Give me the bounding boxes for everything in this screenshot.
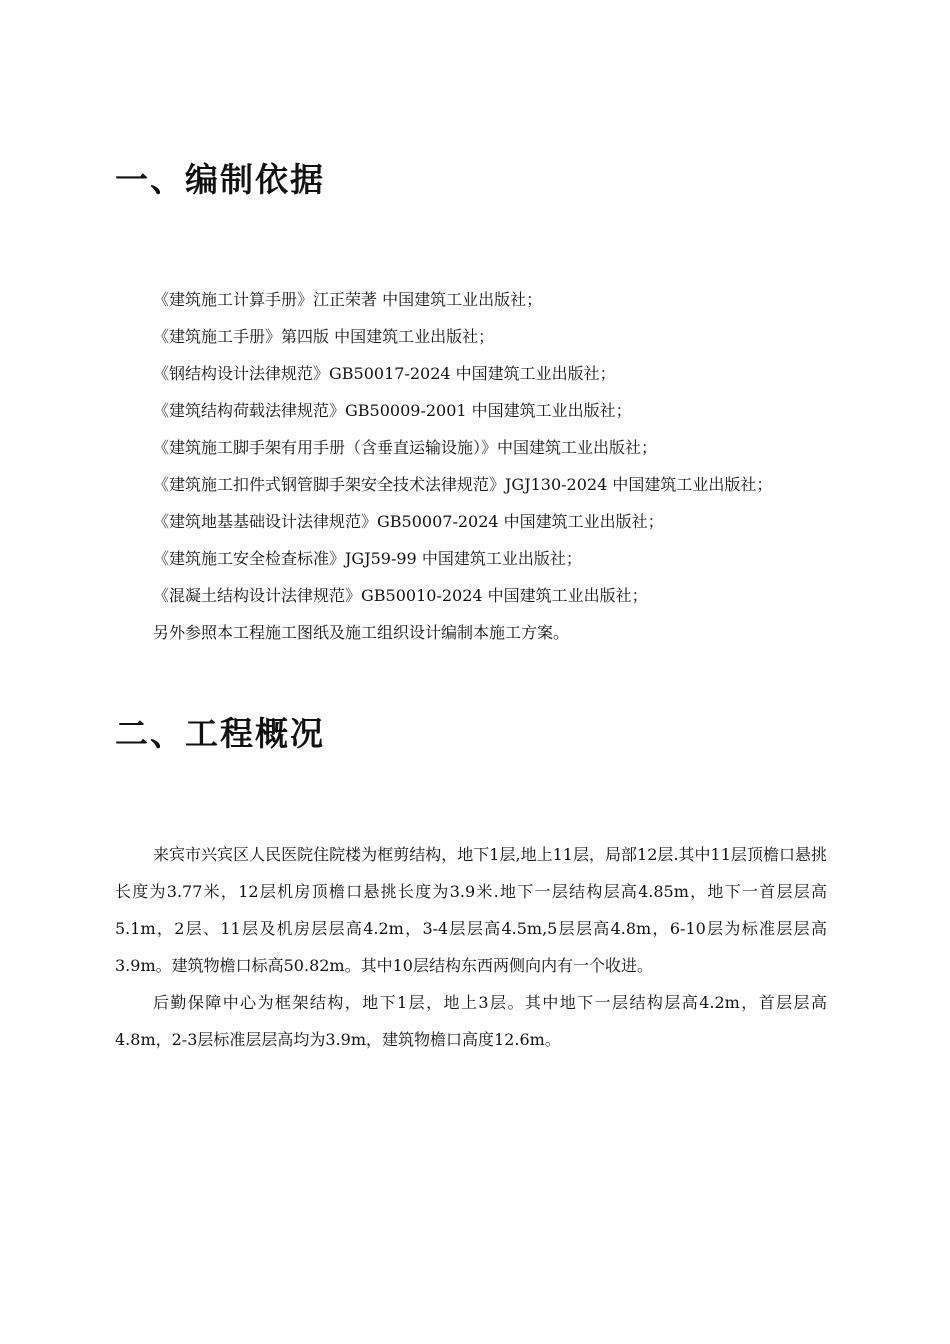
reference-item: 《混凝土结构设计法律规范》GB50010-2024 中国建筑工业出版社； [153,586,648,605]
section-heading-basis: 一、编制依据 [115,160,325,199]
reference-list [115,281,827,651]
reference-item: 《建筑施工手册》第四版 中国建筑工业出版社； [153,327,495,346]
overview-body [115,836,827,1058]
reference-item: 《建筑施工计算手册》江正荣著 中国建筑工业出版社； [153,290,543,309]
reference-item: 《建筑地基基础设计法律规范》GB50007-2024 中国建筑工业出版社； [153,512,664,531]
reference-note: 另外参照本工程施工图纸及施工组织设计编制本施工方案。 [153,623,570,642]
reference-item: 《建筑结构荷载法律规范》GB50009-2001 中国建筑工业出版社； [153,401,632,420]
reference-item: 《建筑施工扣件式钢管脚手架安全技术法律规范》JGJ130-2024 中国建筑工业出版社； [153,475,773,494]
section-heading-overview: 二、工程概况 [115,714,325,753]
overview-paragraph-logistics: 后勤保障中心为框架结构，地下1层，地上3层。其中地下一层结构层高4.2m，首层层高4.8m，2-3层标准层层高均为3.9m，建筑物檐口高度12.6m。 [115,993,827,1049]
overview-paragraph-inpatient: 来宾市兴宾区人民医院住院楼为框剪结构，地下1层,地上11层，局部12层.其中11层顶檐口悬挑长度为3.77米，12层机房顶檐口悬挑长度为3.9米.地下一层结构层高4.85m，地下一首层层高5.1m，2层、11层及机房层层高4.2m，3-4层层高4.5m,5层层高4.8m，6-10层为标准层层高3.9m。建筑物檐口标高50.82m。其中10层结构东西两侧向内有一个收进。 [115,845,827,975]
reference-item: 《钢结构设计法律规范》GB50017-2024 中国建筑工业出版社； [153,364,616,383]
reference-item: 《建筑施工脚手架有用手册（含垂直运输设施）》中国建筑工业出版社； [153,438,658,457]
reference-item: 《建筑施工安全检查标准》JGJ59-99 中国建筑工业出版社； [153,549,582,568]
